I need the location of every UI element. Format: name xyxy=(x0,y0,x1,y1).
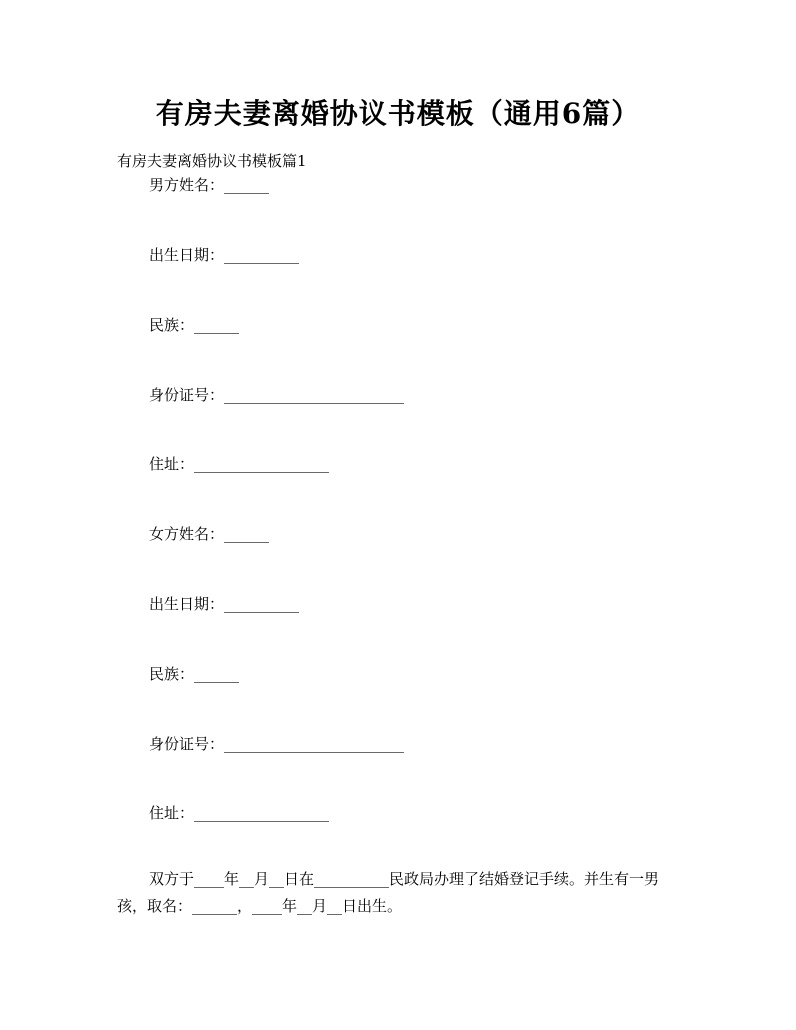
husband-id-number-field: 身份证号：________________________ xyxy=(149,386,405,404)
husband-birthdate-field: 出生日期：__________ xyxy=(149,246,300,264)
husband-name-field: 男方姓名：______ xyxy=(149,176,270,194)
document-title: 有房夫妻离婚协议书模板（通用6篇） xyxy=(155,97,641,130)
wife-address-field: 住址：__________________ xyxy=(149,804,330,822)
section-heading: 有房夫妻离婚协议书模板篇1 xyxy=(117,152,307,170)
husband-address-field: 住址：__________________ xyxy=(149,455,330,473)
marriage-paragraph: 双方于____年__月__日在__________民政局办理了结婚登记手续。并生有一男孩，取名：______，____年__月__日出生。 xyxy=(117,870,660,915)
wife-id-number-field: 身份证号：________________________ xyxy=(149,735,405,753)
wife-name-field: 女方姓名：______ xyxy=(149,525,270,543)
wife-ethnicity-field: 民族：______ xyxy=(149,665,240,683)
husband-ethnicity-field: 民族：______ xyxy=(149,316,240,334)
wife-birthdate-field: 出生日期：__________ xyxy=(149,595,300,613)
